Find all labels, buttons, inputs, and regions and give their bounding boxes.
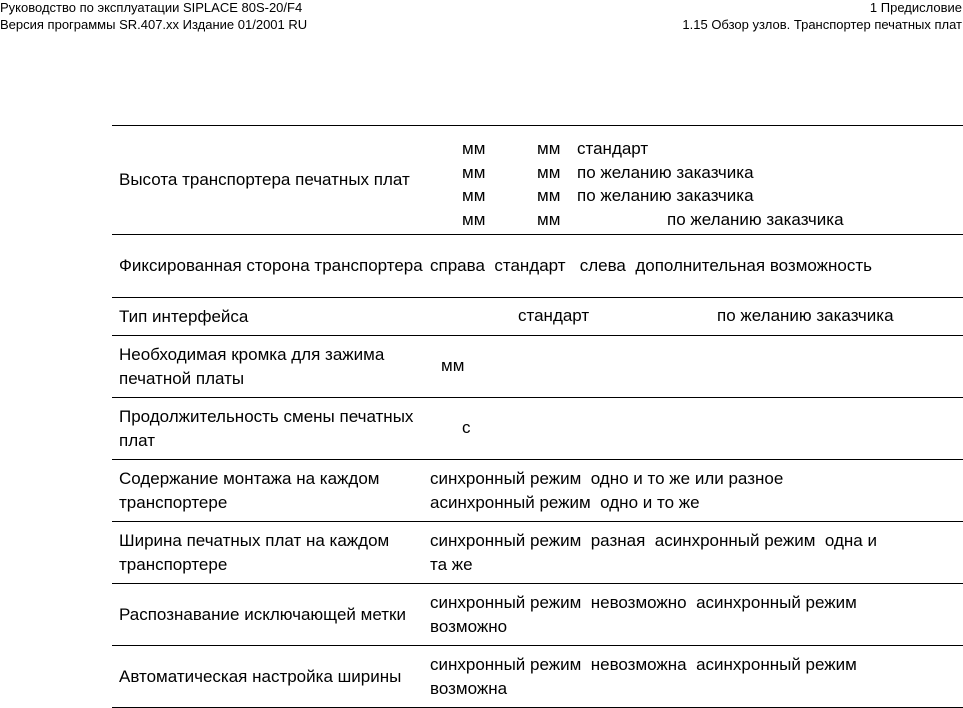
header-section: 1.15 Обзор узлов. Транспортер печатных плат: [682, 17, 962, 32]
table-row: [112, 522, 963, 584]
table-row: [112, 235, 963, 298]
row-label: Тип интерфейса: [112, 298, 424, 336]
header-version: Версия программы SR.407.xx Издание 01/2001 RU: [0, 17, 308, 32]
row-value: с: [424, 398, 963, 460]
table-row: [112, 298, 963, 336]
header-manual-title: Руководство по эксплуатации SIPLACE 80S-20/F4: [0, 0, 303, 15]
row-value: стандарт по желанию заказчика: [424, 298, 963, 336]
row-label: Продолжительность смены печатных плат: [112, 398, 424, 460]
row-value: справа стандарт слева дополнительная возможность: [424, 235, 963, 298]
row-value: синхронный режим разная асинхронный режим одна и та же: [424, 522, 963, 584]
table-row: [112, 126, 963, 235]
table-row: [112, 336, 963, 398]
row-label: Необходимая кромка для зажима печатной платы: [112, 336, 424, 398]
row-label: Высота транспортера печатных плат: [112, 126, 424, 235]
row-value: мм: [424, 336, 963, 398]
row-value: синхронный режим невозможно асинхронный режим возможно: [424, 584, 963, 646]
table-row: [112, 646, 963, 708]
spec-table: [112, 125, 963, 708]
row-value: мм мм стандарт мм мм по желанию заказчика мм мм по желанию заказчика мм мм по желанию заказчика: [424, 126, 963, 235]
row-label: Фиксированная сторона транспортера: [112, 235, 424, 298]
table-row: [112, 460, 963, 522]
header-chapter: 1 Предисловие: [869, 0, 962, 15]
row-label: Распознавание исключающей метки: [112, 584, 424, 646]
table-row: [112, 398, 963, 460]
table-row: [112, 584, 963, 646]
row-label: Содержание монтажа на каждом транспортере: [112, 460, 424, 522]
row-value: синхронный режим невозможна асинхронный режим возможна: [424, 646, 963, 708]
row-label: Ширина печатных плат на каждом транспортере: [112, 522, 424, 584]
row-label: Автоматическая настройка ширины: [112, 646, 424, 708]
row-value: синхронный режим одно и то же или разное асинхронный режим одно и то же: [424, 460, 963, 522]
